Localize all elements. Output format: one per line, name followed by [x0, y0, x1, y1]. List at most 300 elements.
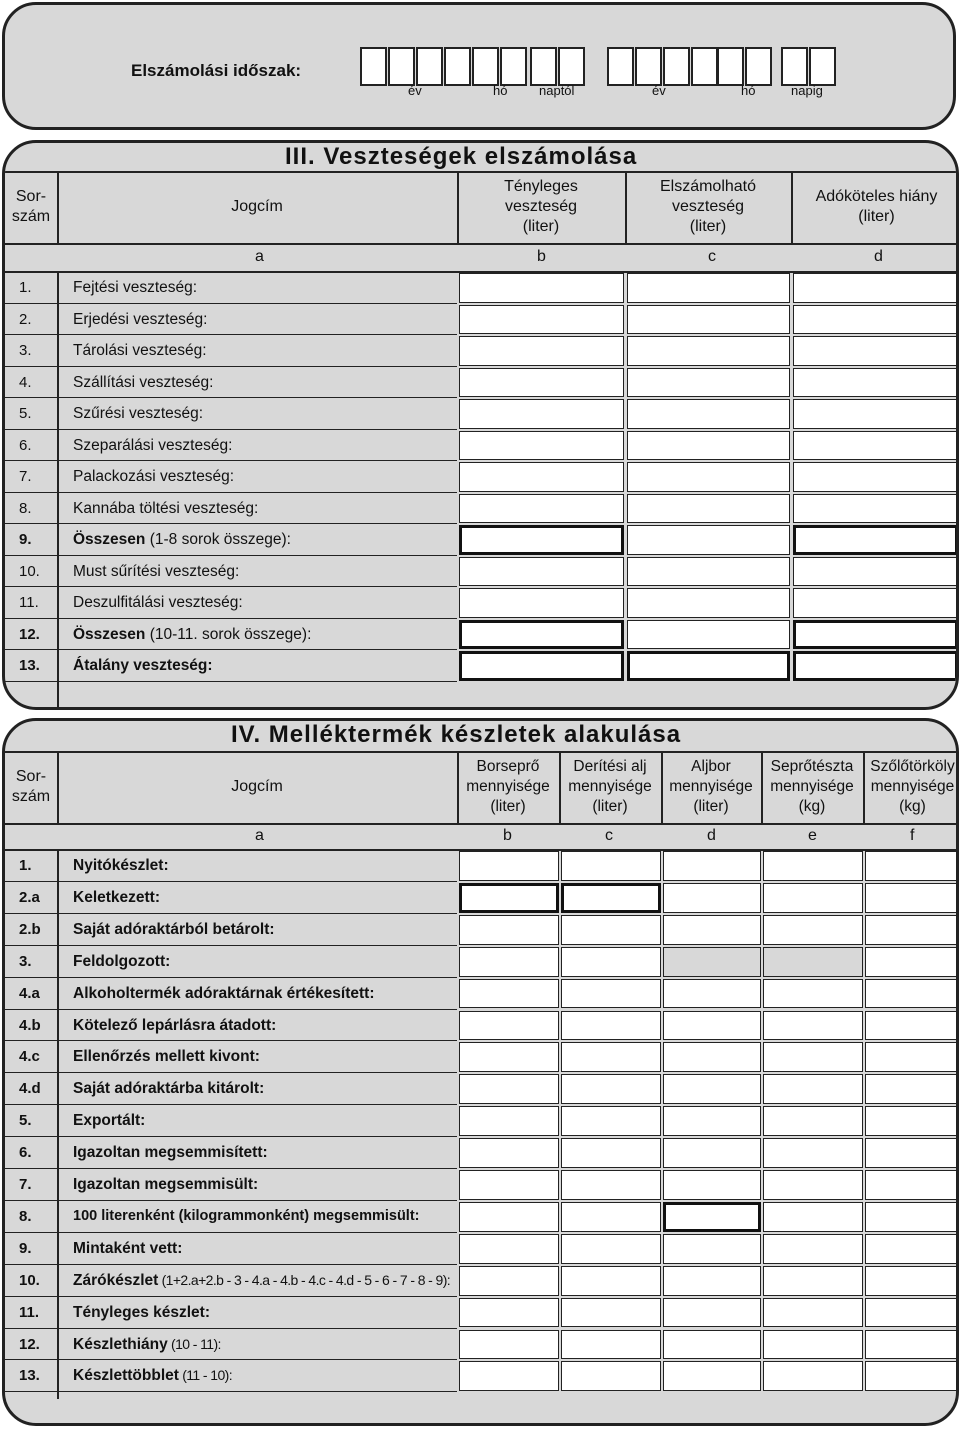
row-number: 6. [19, 1144, 32, 1162]
row-number: 4.c [19, 1048, 40, 1066]
row-label: Szűrési veszteség: [73, 405, 204, 422]
input-cell[interactable] [793, 620, 958, 650]
row-number: 13. [19, 657, 40, 674]
input-cell[interactable] [793, 557, 958, 587]
row-label: Palackozási veszteség: [73, 468, 235, 485]
header-c: Derítési alj mennyisége (liter) [568, 758, 652, 815]
input-cell[interactable] [763, 915, 863, 945]
input-cell[interactable] [793, 588, 958, 618]
input-cell[interactable] [663, 851, 761, 881]
input-cell[interactable] [459, 651, 624, 681]
input-cell[interactable] [459, 431, 624, 461]
row-label [73, 953, 170, 971]
row-number: 3. [19, 952, 32, 970]
input-cell[interactable] [763, 1361, 863, 1391]
row-label [73, 1144, 268, 1162]
input-cell[interactable] [627, 336, 790, 366]
input-cell[interactable] [865, 1042, 959, 1072]
input-cell[interactable] [459, 851, 559, 881]
input-cell[interactable] [459, 1042, 559, 1072]
row-divider [5, 1200, 457, 1201]
row-label [73, 1272, 450, 1290]
row-number: 11. [19, 1303, 40, 1321]
row-divider [5, 945, 457, 946]
input-cell[interactable] [763, 1330, 863, 1360]
row-number: 12. [19, 1335, 40, 1353]
input-cell[interactable] [561, 883, 661, 913]
row-label-bold: Exportált: [73, 1112, 146, 1130]
row-divider [5, 366, 457, 367]
input-cell[interactable] [459, 1234, 559, 1264]
row-number: 4.a [19, 984, 40, 1002]
divider [457, 751, 459, 823]
row-label-bold: Zárókészlet [73, 1271, 159, 1289]
section-byproducts [2, 718, 959, 1426]
row-divider [5, 492, 457, 493]
row-number: 9. [19, 531, 32, 548]
input-cell[interactable] [459, 1202, 559, 1232]
row-divider [5, 1264, 457, 1265]
row-divider [5, 1168, 457, 1169]
row-divider [5, 881, 457, 882]
input-cell[interactable] [459, 1011, 559, 1041]
input-cell[interactable] [561, 1266, 661, 1296]
column-letter: f [910, 827, 915, 844]
input-cell[interactable] [865, 1138, 959, 1168]
input-cell[interactable] [663, 1361, 761, 1391]
divider [559, 751, 561, 823]
row-label-bold: Mintaként vett: [73, 1239, 183, 1257]
digit-box[interactable] [444, 47, 471, 86]
digit-box[interactable] [500, 47, 527, 86]
input-cell[interactable] [763, 947, 863, 977]
input-cell[interactable] [561, 1011, 661, 1041]
input-cell[interactable] [627, 399, 790, 429]
row-label [73, 1017, 276, 1035]
input-cell[interactable] [663, 915, 761, 945]
row-divider [5, 649, 457, 650]
input-cell[interactable] [793, 462, 958, 492]
header-b: Borseprő mennyisége (liter) [466, 758, 550, 815]
column-letter: e [808, 827, 817, 844]
input-cell[interactable] [561, 851, 661, 881]
row-number: 4.d [19, 1080, 41, 1098]
period-sublabel: év [652, 83, 666, 98]
row-label-bold: Nyitókészlet: [73, 857, 169, 874]
input-cell[interactable] [627, 588, 790, 618]
row-divider [5, 523, 457, 524]
row-label [73, 1367, 232, 1385]
row-label-bold: Összesen [73, 625, 146, 643]
row-label-bold: Alkoholtermék adóraktárnak értékesített: [73, 984, 375, 1002]
row-label [73, 921, 275, 939]
input-cell[interactable] [459, 1266, 559, 1296]
input-cell[interactable] [793, 305, 958, 335]
input-cell[interactable] [459, 620, 624, 650]
input-cell[interactable] [663, 1042, 761, 1072]
row-label [73, 889, 160, 907]
input-cell[interactable] [865, 1330, 959, 1360]
row-label [73, 1304, 210, 1322]
column-letter: a [255, 248, 264, 265]
input-cell[interactable] [663, 1011, 761, 1041]
input-cell[interactable] [459, 273, 624, 303]
row-label: Fejtési veszteség: [73, 279, 198, 296]
input-cell[interactable] [763, 1074, 863, 1104]
column-letter: c [708, 248, 716, 265]
input-cell[interactable] [663, 1202, 761, 1232]
input-cell[interactable] [663, 1170, 761, 1200]
row-divider [5, 1136, 457, 1137]
input-cell[interactable] [459, 399, 624, 429]
row-divider [5, 586, 457, 587]
row-label-bold: 100 literenként (kilogrammonként) megsemmisült: [73, 1207, 420, 1224]
input-cell[interactable] [793, 525, 958, 555]
header-jogcim: Jogcím [231, 778, 283, 795]
row-divider [5, 429, 457, 430]
input-cell[interactable] [865, 1266, 959, 1296]
input-cell[interactable] [793, 399, 958, 429]
divider [57, 271, 59, 710]
input-cell[interactable] [459, 1074, 559, 1104]
input-cell[interactable] [459, 947, 559, 977]
input-cell[interactable] [561, 1106, 661, 1136]
input-cell[interactable] [763, 1202, 863, 1232]
row-divider [5, 913, 457, 914]
input-cell[interactable] [561, 1074, 661, 1104]
period-label: Elszámolási időszak: [131, 61, 302, 80]
divider [5, 823, 959, 825]
input-cell[interactable] [793, 431, 958, 461]
row-number: 2.a [19, 888, 40, 906]
input-cell[interactable] [459, 557, 624, 587]
row-divider [5, 1104, 457, 1105]
header-sorszam: Sor- szám [11, 188, 51, 225]
input-cell[interactable] [459, 525, 624, 555]
input-cell[interactable] [561, 947, 661, 977]
row-number: 6. [19, 436, 32, 454]
row-number: 9. [19, 1239, 32, 1257]
period-sublabel: naptól [539, 83, 575, 98]
digit-box[interactable] [781, 47, 808, 86]
section-title: IV. Melléktermék készletek alakulása [231, 721, 682, 748]
row-label: Deszulfitálási veszteség: [73, 594, 243, 611]
row-label-bold: Ellenőrzés mellett kivont: [73, 1048, 260, 1066]
input-cell[interactable] [561, 1138, 661, 1168]
input-cell[interactable] [865, 851, 959, 881]
input-cell[interactable] [663, 1234, 761, 1264]
row-number: 1. [19, 857, 32, 874]
input-cell[interactable] [865, 1361, 959, 1391]
row-divider [5, 1391, 457, 1392]
row-label [73, 1080, 264, 1098]
input-cell[interactable] [627, 305, 790, 335]
year-from-digits [360, 47, 472, 85]
divider [57, 849, 59, 1399]
period-sublabel: hó [741, 83, 756, 98]
row-label-bold: Átalány veszteség: [73, 657, 213, 674]
input-cell[interactable] [459, 1170, 559, 1200]
input-cell[interactable] [561, 1298, 661, 1328]
row-divider [5, 397, 457, 398]
row-divider [5, 334, 457, 335]
row-label-bold: Feldolgozott: [73, 952, 171, 970]
input-cell[interactable] [763, 979, 863, 1009]
input-cell[interactable] [663, 1298, 761, 1328]
input-cell[interactable] [763, 1138, 863, 1168]
row-label [73, 1176, 258, 1194]
input-cell[interactable] [459, 494, 624, 524]
input-cell[interactable] [865, 915, 959, 945]
input-cell[interactable] [627, 494, 790, 524]
input-cell[interactable] [663, 1330, 761, 1360]
input-cell[interactable] [561, 1042, 661, 1072]
row-label-bold: Kötelező lepárlásra átadott: [73, 1016, 277, 1034]
row-number: 10. [19, 562, 40, 580]
row-number: 2. [19, 310, 32, 328]
input-cell[interactable] [627, 462, 790, 492]
divider [625, 171, 627, 243]
row-label [73, 985, 375, 1003]
row-divider [5, 1009, 457, 1010]
input-cell[interactable] [763, 1011, 863, 1041]
digit-box[interactable] [691, 47, 718, 86]
header-b: Tényleges veszteség (liter) [504, 178, 578, 235]
day-to-digits [781, 47, 837, 85]
column-letter: c [605, 827, 613, 844]
input-cell[interactable] [459, 1298, 559, 1328]
divider [57, 751, 59, 823]
input-cell[interactable] [865, 1106, 959, 1136]
row-divider [5, 460, 457, 461]
header-f: Szőlőtörköly mennyisége (kg) [870, 758, 955, 815]
input-cell[interactable] [459, 462, 624, 492]
input-cell[interactable] [865, 1011, 959, 1041]
column-letter: d [707, 827, 716, 844]
row-label-bold: Keletkezett: [73, 888, 160, 906]
input-cell[interactable] [627, 431, 790, 461]
column-letter: b [537, 248, 546, 265]
input-cell[interactable] [763, 1266, 863, 1296]
input-cell[interactable] [663, 1138, 761, 1168]
input-cell[interactable] [663, 947, 761, 977]
row-divider [5, 681, 457, 682]
row-label-bold: Saját adóraktárba kitárolt: [73, 1080, 265, 1098]
row-label [73, 1048, 260, 1066]
input-cell[interactable] [459, 305, 624, 335]
digit-box[interactable] [745, 47, 772, 86]
row-label-rest: (10-11. sorok összege): [145, 625, 312, 643]
digit-box[interactable] [809, 47, 836, 86]
period-box [2, 2, 956, 130]
input-cell[interactable] [793, 368, 958, 398]
input-cell[interactable] [865, 1298, 959, 1328]
input-cell[interactable] [561, 1202, 661, 1232]
input-cell[interactable] [459, 883, 559, 913]
digit-box[interactable] [558, 47, 585, 86]
input-cell[interactable] [865, 883, 959, 913]
digit-box[interactable] [663, 47, 690, 86]
row-label [73, 1240, 182, 1258]
row-label-rest: (1+2.a+2.b - 3 - 4.a - 4.b - 4.c - 4.d - 5 - 6 - 7 - 8 - 9): [158, 1271, 451, 1288]
input-cell[interactable] [763, 1170, 863, 1200]
row-label-bold: Igazoltan megsemmisített: [73, 1144, 268, 1162]
row-label-rest: (10 - 11): [167, 1335, 221, 1352]
input-cell[interactable] [865, 979, 959, 1009]
input-cell[interactable] [627, 557, 790, 587]
input-cell[interactable] [627, 651, 790, 681]
row-label-rest: (1-8 sorok összege): [145, 531, 291, 548]
row-number: 12. [19, 625, 40, 643]
divider [791, 171, 793, 243]
input-cell[interactable] [459, 336, 624, 366]
row-label-bold: Tényleges készlet: [73, 1303, 210, 1321]
row-label: Kannába töltési veszteség: [73, 499, 259, 517]
input-cell[interactable] [763, 851, 863, 881]
input-cell[interactable] [561, 915, 661, 945]
period-sublabel: napig [791, 83, 823, 98]
column-letter: a [255, 827, 264, 844]
digit-box[interactable] [472, 47, 499, 86]
row-label: Erjedési veszteség: [73, 310, 208, 328]
input-cell[interactable] [561, 1170, 661, 1200]
input-cell[interactable] [865, 1170, 959, 1200]
header-d: Aljbor mennyisége (liter) [669, 758, 753, 815]
input-cell[interactable] [459, 1138, 559, 1168]
header-jogcim: Jogcím [231, 198, 283, 215]
row-number: 2.b [19, 920, 41, 938]
column-letter: b [503, 827, 512, 844]
input-cell[interactable] [663, 883, 761, 913]
row-label [73, 1208, 420, 1224]
divider [5, 243, 959, 245]
input-cell[interactable] [793, 273, 958, 303]
row-divider [5, 555, 457, 556]
row-divider [5, 303, 457, 304]
divider [863, 751, 865, 823]
input-cell[interactable] [627, 620, 790, 650]
row-divider [5, 1072, 457, 1073]
input-cell[interactable] [459, 979, 559, 1009]
input-cell[interactable] [561, 979, 661, 1009]
input-cell[interactable] [663, 1074, 761, 1104]
row-label-bold: Összesen [73, 531, 146, 548]
row-label [73, 657, 213, 675]
digit-box[interactable] [388, 47, 415, 86]
row-label-bold: Készlethiány [73, 1335, 168, 1353]
period-sublabel: hó [493, 83, 508, 98]
input-cell[interactable] [793, 494, 958, 524]
input-cell[interactable] [459, 1330, 559, 1360]
row-number: 7. [19, 1176, 32, 1193]
digit-box[interactable] [530, 47, 557, 86]
input-cell[interactable] [763, 883, 863, 913]
header-e: Seprőtészta mennyisége (kg) [770, 758, 854, 815]
digit-box[interactable] [717, 47, 744, 86]
row-label-bold: Készlettöbblet [73, 1367, 179, 1385]
header-sorszam: Sor- szám [11, 768, 51, 805]
row-divider [5, 1040, 457, 1041]
header-d: Adóköteles hiány (liter) [815, 188, 938, 225]
row-number: 10. [19, 1271, 40, 1289]
divider [457, 171, 459, 243]
digit-box[interactable] [607, 47, 634, 86]
row-label: Szeparálási veszteség: [73, 436, 233, 454]
input-cell[interactable] [763, 1106, 863, 1136]
row-number: 3. [19, 342, 32, 359]
column-letter: d [874, 248, 883, 265]
row-number: 13. [19, 1367, 40, 1385]
input-cell[interactable] [793, 651, 958, 681]
input-cell[interactable] [763, 1234, 863, 1264]
input-cell[interactable] [865, 1234, 959, 1264]
row-label: Must sűrítési veszteség: [73, 562, 240, 580]
month-from-digits [472, 47, 528, 85]
row-label-bold: Igazoltan megsemmisült: [73, 1176, 259, 1193]
input-cell[interactable] [459, 1106, 559, 1136]
row-label [73, 531, 291, 549]
row-label [73, 857, 169, 875]
header-c: Elszámolható veszteség (liter) [659, 178, 757, 235]
row-number: 7. [19, 468, 32, 485]
input-cell[interactable] [763, 1042, 863, 1072]
input-cell[interactable] [561, 1234, 661, 1264]
input-cell[interactable] [459, 915, 559, 945]
input-cell[interactable] [663, 1106, 761, 1136]
input-cell[interactable] [459, 368, 624, 398]
input-cell[interactable] [627, 525, 790, 555]
row-label-bold: Saját adóraktárból betárolt: [73, 920, 275, 938]
row-label: Tárolási veszteség: [73, 342, 207, 359]
input-cell[interactable] [865, 947, 959, 977]
input-cell[interactable] [793, 336, 958, 366]
digit-box[interactable] [416, 47, 443, 86]
row-label [73, 1112, 145, 1130]
day-from-digits [530, 47, 586, 85]
row-number: 11. [19, 594, 39, 611]
divider [5, 751, 959, 753]
digit-box[interactable] [635, 47, 662, 86]
input-cell[interactable] [627, 273, 790, 303]
row-number: 8. [19, 1207, 32, 1225]
row-label-rest: (11 - 10): [178, 1367, 232, 1384]
row-number: 4.b [19, 1016, 41, 1034]
divider [57, 171, 59, 243]
month-to-digits [717, 47, 773, 85]
input-cell[interactable] [865, 1074, 959, 1104]
section-losses [2, 140, 959, 710]
input-cell[interactable] [663, 979, 761, 1009]
input-cell[interactable] [459, 588, 624, 618]
row-label [73, 1336, 221, 1354]
period-sublabel: év [408, 83, 422, 98]
section-title: III. Veszteségek elszámolása [285, 143, 638, 170]
row-number: 5. [19, 405, 32, 422]
input-cell[interactable] [561, 1361, 661, 1391]
input-cell[interactable] [865, 1202, 959, 1232]
input-cell[interactable] [627, 368, 790, 398]
input-cell[interactable] [663, 1266, 761, 1296]
row-divider [5, 1359, 457, 1360]
digit-box[interactable] [360, 47, 387, 86]
input-cell[interactable] [459, 1361, 559, 1391]
divider [661, 751, 663, 823]
row-label: Szállítási veszteség: [73, 373, 214, 391]
row-number: 8. [19, 499, 32, 517]
input-cell[interactable] [561, 1330, 661, 1360]
row-divider [5, 1328, 457, 1329]
input-cell[interactable] [763, 1298, 863, 1328]
